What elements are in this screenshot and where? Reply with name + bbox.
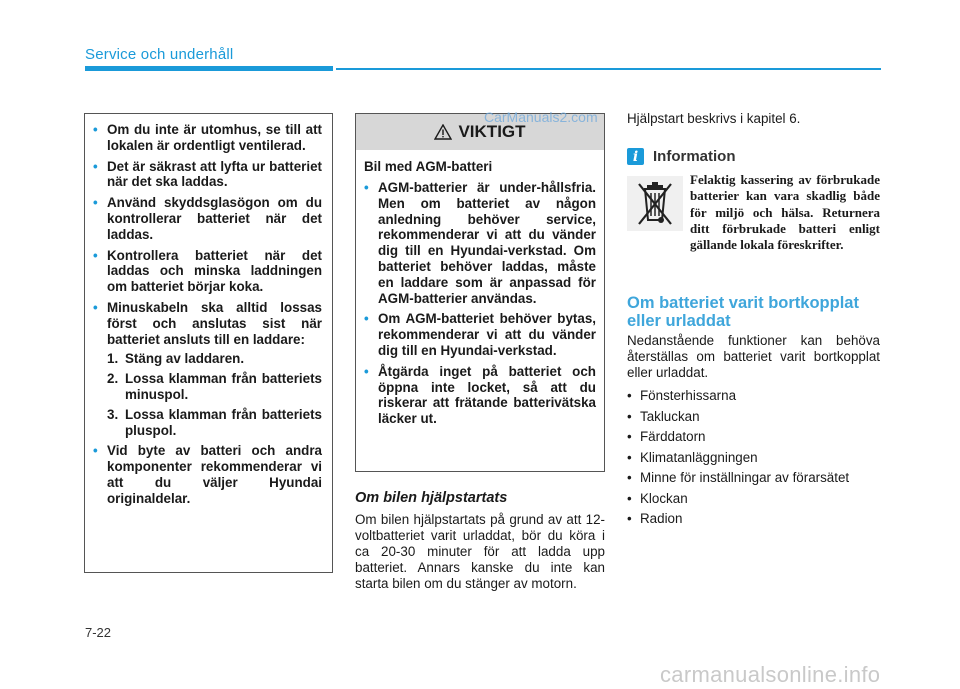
reset-functions-paragraph: Nedanstående funktioner kan behöva återställas om batteriet varit bortkopplat eller urladdat.: [627, 333, 880, 380]
list-item: • Takluckan: [627, 408, 700, 424]
list-item: • Kontrollera batteriet när det laddas och minska laddningen om batteriet börjar koka.: [93, 247, 322, 295]
info-icon: i: [627, 148, 644, 165]
information-heading: [627, 148, 736, 165]
list-item: • Minne för inställningar av förarsätet: [627, 470, 850, 485]
bullet-icon: •: [364, 180, 369, 195]
step-item: 1. Stäng av laddaren.: [107, 351, 245, 367]
page-number: 7-22: [85, 625, 112, 640]
bullet-icon: •: [93, 247, 98, 263]
bullet-icon: •: [93, 158, 98, 174]
list-item: • Vid byte av batteri och andra komponenter rekommenderar vi att du väljer Hyundai originaldelar.: [93, 443, 322, 506]
list-item: • Fönsterhissarna: [627, 388, 737, 403]
list-item: • Det är säkrast att lyfta ur batteriet när det ska laddas.: [93, 158, 322, 190]
warning-title: VIKTIGT: [458, 122, 526, 141]
bullet-icon: •: [93, 122, 98, 137]
list-item: • Klockan: [627, 490, 688, 506]
information-text: Felaktig kassering av förbrukade batterier kan vara skadlig både för miljö och hälsa. Returnera ditt förbrukade batteri enligt gällande lokala föreskrifter.: [690, 172, 880, 253]
jumpstart-reference: Hjälpstart beskrivs i kapitel 6.: [627, 111, 801, 126]
disconnected-battery-heading: Om batteriet varit bortkopplat eller urladdat: [627, 294, 859, 330]
jumpstart-heading: Om bilen hjälpstartats: [355, 490, 508, 506]
step-item: 2. Lossa klamman från batteriets minuspol.: [107, 371, 322, 402]
caution-bullet-list: [85, 114, 332, 507]
list-item: • Klimatanläggningen: [627, 449, 758, 465]
watermark-top: CarManuals2.com: [484, 109, 598, 125]
bullet-icon: •: [93, 195, 98, 211]
list-item: • Färddatorn: [627, 429, 706, 444]
bullet-icon: •: [364, 311, 369, 327]
battery-charging-caution-box: [84, 113, 333, 573]
list-item: • Använd skyddsglasögon om du kontrollerar batteriet när det laddas.: [93, 195, 322, 242]
crossed-bin-icon: [627, 176, 683, 231]
watermark-bottom: carmanualsonline.info: [660, 662, 881, 687]
list-item: • Åtgärda inget på batteriet och öppna inte locket, så att du riskerar att frätande batterivätska läcker ut.: [364, 363, 596, 427]
header-rule-thick: [85, 66, 333, 71]
warning-subtitle: Bil med AGM-batteri: [364, 159, 493, 174]
list-item: • Om du inte är utomhus, se till att lokalen är ordentligt ventilerad.: [93, 122, 322, 153]
warning-triangle-icon: [434, 124, 452, 140]
bullet-icon: •: [364, 363, 369, 379]
jumpstart-paragraph: Om bilen hjälpstartats på grund av att 12-voltbatteriet varit urladdat, bör du köra i ca 20-30 minuter för att ladda upp batteriet. Annars kanske du inte kan starta bilen om du stänger av motorn.: [355, 512, 605, 591]
reset-functions-list: [627, 386, 849, 530]
step-item: 3. Lossa klamman från batteriets pluspol.: [107, 406, 322, 438]
list-item: • Radion: [627, 511, 683, 526]
step-list: [107, 351, 322, 438]
bullet-icon: •: [93, 443, 98, 459]
bullet-icon: •: [93, 299, 98, 315]
section-title: Service och underhåll: [85, 46, 234, 63]
header-rule-thin: [336, 68, 881, 70]
agm-battery-warning-box: [355, 113, 605, 472]
warning-bullet-list: [356, 180, 604, 427]
list-item: • Om AGM-batteriet behöver bytas, rekommenderar vi att du vänder dig till en Hyundai-verkstad.: [364, 311, 596, 358]
information-title: Information: [653, 148, 736, 165]
list-item: • AGM-batterier är under-hållsfria. Men om batteriet av någon anledning behöver service, rekommenderar vi att du vänder dig till en Hyundai-verkstad. Om batteriet behöver laddas, måste en laddare som är anpassad för AGM-batterier användas.: [364, 180, 596, 306]
list-item: • Minuskabeln ska alltid lossas först och anslutas sist när batteriet ansluts till en laddare: 1. Stäng av laddaren. 2. Lossa klamman från batteriets minuspol. 3. Lossa klamman från batteriets pluspol.: [93, 299, 322, 438]
